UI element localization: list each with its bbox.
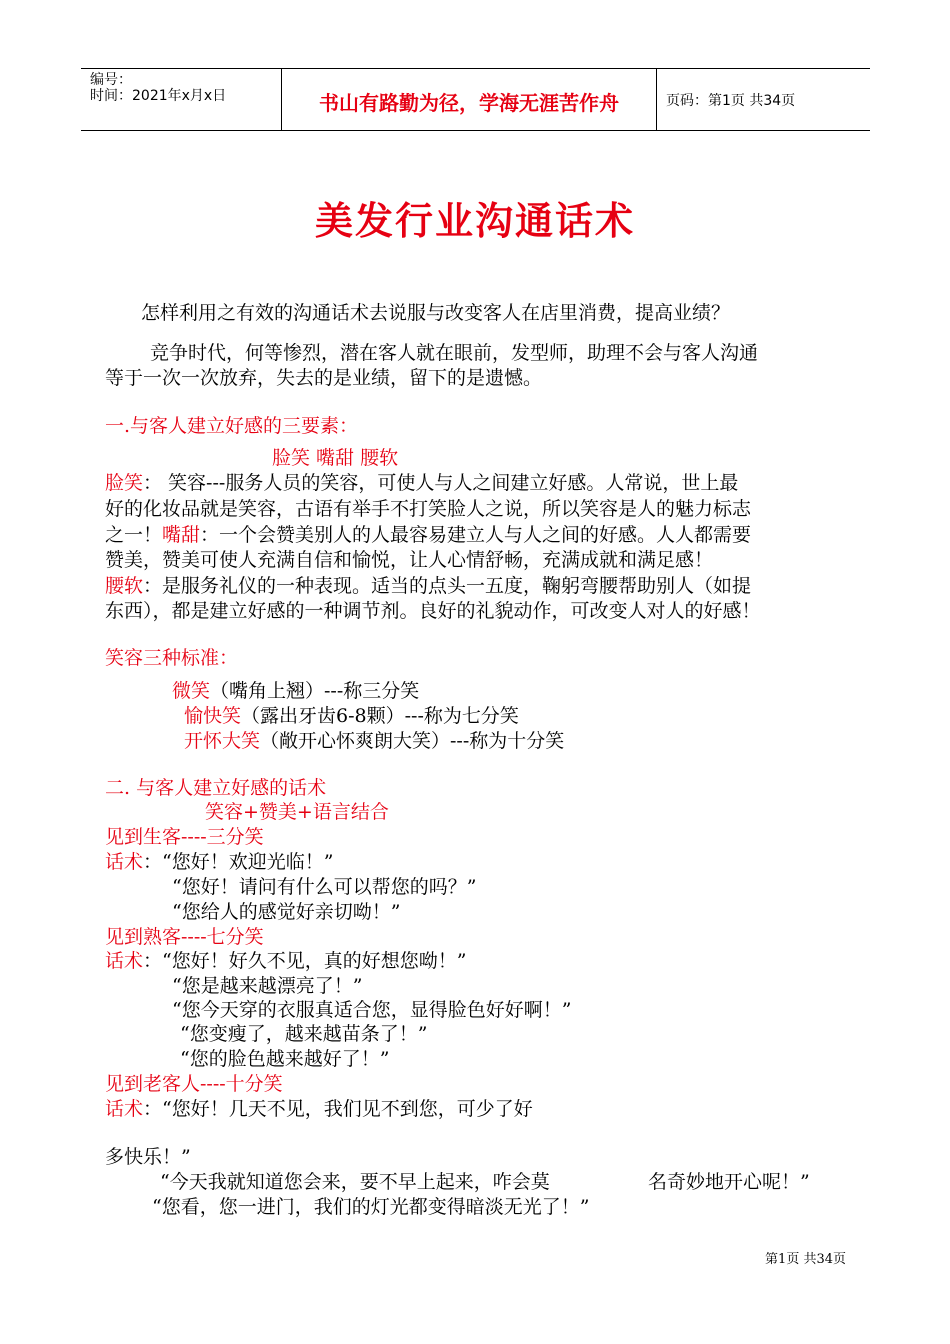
smile-item-label: 微笑 (172, 680, 211, 702)
section2-heading: 二. 与客人建立好感的话术 (105, 777, 327, 799)
waist-text-1: ：是服务礼仪的一种表现。适当的点头一五度，鞠躬弯腰帮助别人（如提 (143, 575, 752, 597)
smile-item-text: （露出牙齿6-8颗）---称为七分笑 (241, 705, 519, 727)
sweet-label: 嘴甜 (162, 524, 201, 546)
page-title: 美发行业沟通话术 (314, 199, 635, 243)
date-label: 时间：2021年x月x日 (90, 88, 227, 104)
smile-standards-heading: 笑容三种标准： (105, 647, 239, 669)
intro-line-1: 竞争时代，何等惨烈，潜在客人就在眼前，发型师，助理不会与客人沟通 (150, 342, 759, 364)
stranger-line-3: “您给人的感觉好亲切呦！” (172, 901, 401, 923)
sweet-line-2: 赞美，赞美可使人充满自信和愉悦，让人心情舒畅，充满成就和满足感！ (105, 549, 714, 571)
acquaintance-line-3: “您今天穿的衣服真适合您，显得脸色好好啊！” (172, 999, 572, 1021)
acquaintances-heading: 见到熟客----七分笑 (105, 926, 264, 948)
section1-subheading: 脸笑 嘴甜 腰软 (272, 447, 399, 469)
face-sweet-line (105, 522, 751, 548)
smile-item-label: 愉快笑 (184, 705, 242, 727)
smile-item-text: （敞开心怀爽朗大笑）---称为十分笑 (260, 730, 565, 752)
page-info: 页码：第1页 共34页 (666, 93, 796, 109)
motto: 书山有路勤为径，学海无涯苦作舟 (319, 91, 619, 115)
talk-label: 话术 (105, 1098, 144, 1120)
regular-line-2: 多快乐！” (105, 1146, 191, 1168)
regulars-heading: 见到老客人----十分笑 (105, 1073, 283, 1095)
smile-item-3 (184, 728, 564, 754)
section1-heading: 一.与客人建立好感的三要素： (105, 415, 359, 437)
face-text-3: 之一！ (105, 524, 163, 546)
intro-question: 怎样利用之有效的沟通话术去说服与改变客人在店里消费，提高业绩？ (141, 302, 731, 324)
strangers-heading: 见到生客----三分笑 (105, 826, 264, 848)
stranger-line-2: “您好！请问有什么可以帮您的吗？” (172, 876, 477, 898)
header-motto-cell (281, 69, 657, 130)
talk-label: 话术 (105, 851, 144, 873)
regular-line-3a: “今天我就知道您会来，要不早上起来，咋会莫 (160, 1171, 550, 1193)
waist-line-2: 东西），都是建立好感的一种调节剂。良好的礼貌动作，可改变人对人的好感！ (105, 600, 761, 622)
smile-item-1 (172, 678, 419, 704)
regular-line-1 (105, 1096, 533, 1122)
section2-subheading: 笑容+赞美+语言结合 (205, 801, 389, 823)
talk-label: 话术 (105, 950, 144, 972)
smile-item-label: 开怀大笑 (184, 730, 261, 752)
face-label: 脸笑 (105, 472, 144, 494)
code-label: 编号： (90, 72, 132, 88)
regular-line-4: “您看，您一进门，我们的灯光都变得暗淡无光了！” (152, 1196, 590, 1218)
page-footer: 第1页 共34页 (765, 1252, 846, 1267)
acquaintance-line-2: “您是越来越漂亮了！” (172, 975, 363, 997)
waist-label: 腰软 (105, 575, 144, 597)
stranger-quote: ：“您好！欢迎光临！” (143, 851, 334, 873)
acquaintance-quote: ：“您好！好久不见，真的好想您呦！” (143, 950, 467, 972)
smile-item-2 (184, 703, 519, 729)
regular-quote: ：“您好！几天不见，我们见不到您，可少了好 (143, 1098, 533, 1120)
stranger-line-1 (105, 849, 333, 875)
header-page-cell (656, 69, 870, 130)
face-line-1 (105, 470, 738, 496)
waist-line-1 (105, 573, 751, 599)
acquaintance-line-4: “您变瘦了，越来越苗条了！” (180, 1023, 428, 1045)
face-line-2: 好的化妆品就是笑容，古语有举手不打笑脸人之说，所以笑容是人的魅力标志 (105, 498, 752, 520)
acquaintance-line-1 (105, 948, 466, 974)
sweet-text-1: ：一个会赞美别人的人最容易建立人与人之间的好感。人人都需要 (200, 524, 752, 546)
regular-line-3b: 名奇妙地开心呢！” (648, 1171, 810, 1193)
face-text-1: ： 笑容---服务人员的笑容，可使人与人之间建立好感。人常说，世上最 (143, 472, 739, 494)
header-meta-cell (81, 69, 281, 130)
smile-item-text: （嘴角上翘）---称三分笑 (210, 680, 420, 702)
header-table (81, 68, 870, 131)
intro-line-2: 等于一次一次放弃，失去的是业绩，留下的是遗憾。 (105, 367, 543, 389)
acquaintance-line-5: “您的脸色越来越好了！” (180, 1048, 390, 1070)
